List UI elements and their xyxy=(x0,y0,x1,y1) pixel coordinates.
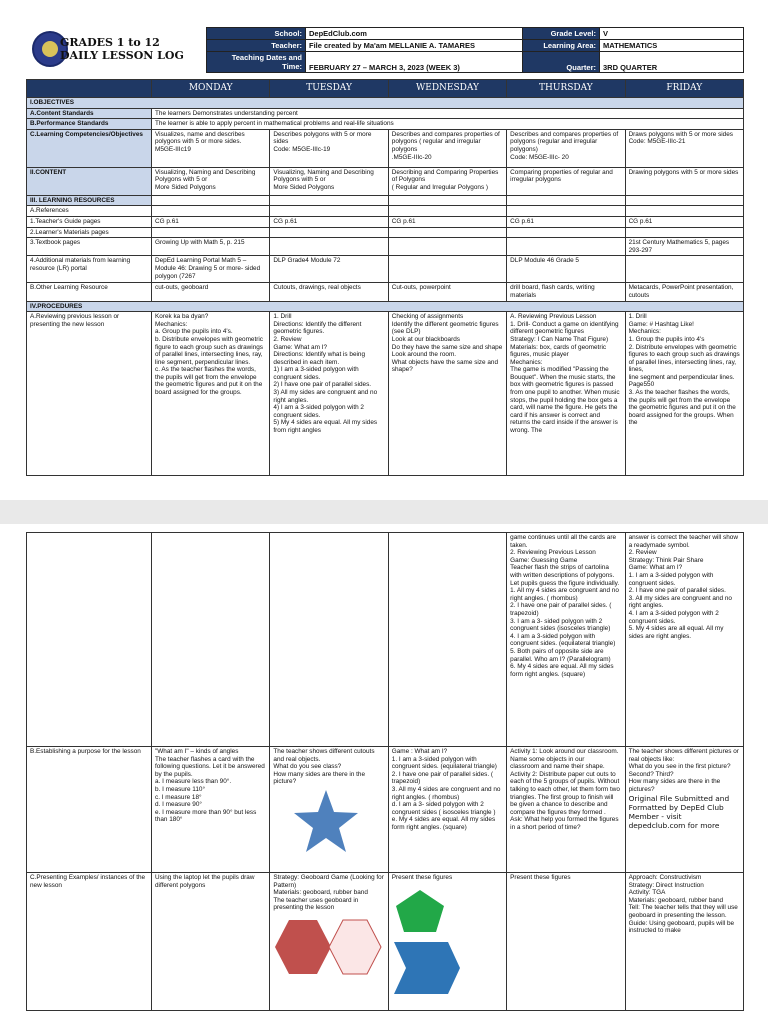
present-tuesday-cell xyxy=(270,873,388,1011)
grade-value: V xyxy=(600,28,744,40)
present-thursday: Present these figures xyxy=(507,873,625,1011)
references-row xyxy=(27,206,744,217)
references-label: A.References xyxy=(27,206,152,217)
objectives-heading: I.OBJECTIVES xyxy=(27,98,744,109)
teachers-guide-row xyxy=(27,216,744,227)
textbook-row xyxy=(27,238,744,256)
quarter-label: Quarter: xyxy=(523,52,600,73)
purpose-friday-cell xyxy=(625,747,743,873)
purpose-thursday: Activity 1: Look around our classroom. Name some objects in our classroom and name their shape. Activity 2: Distribute paper cut outs to each of the 5 groups of pupils. Without talking to each other, let them form two triangles. The first group to finish will be given a chance to describe and compare the figures they formed . Ask: What help you formed the figures in a short period of time? xyxy=(507,747,625,873)
other-friday: Metacards, PowerPoint presentation, cutouts xyxy=(625,283,743,301)
competencies-row xyxy=(27,129,744,167)
logo-line-1: GRADES 1 to 12 xyxy=(60,36,160,49)
textbook-label: 3.Textbook pages xyxy=(27,238,152,256)
dates-label: Teaching Dates and Time: xyxy=(207,52,306,73)
procedures-heading: IV.PROCEDURES xyxy=(27,301,744,312)
pentagon-parallelogram-icon xyxy=(392,884,507,996)
dates-value: FEBRUARY 27 – MARCH 3, 2023 (WEEK 3) xyxy=(306,52,523,73)
day-wednesday: WEDNESDAY xyxy=(388,80,506,98)
objectives-row xyxy=(27,98,744,109)
school-value: DepEdClub.com xyxy=(306,28,523,40)
competency-tuesday: Describes polygons with 5 or more sides Code: M5GE-IIIc-19 xyxy=(270,129,388,167)
area-value: MATHEMATICS xyxy=(600,40,744,52)
page-2 xyxy=(0,524,768,1024)
content-standards-text: The learners Demonstrates understanding percent xyxy=(152,108,744,119)
presenting-row xyxy=(27,873,744,1011)
content-standards-row xyxy=(27,108,744,119)
procedures-row xyxy=(27,301,744,312)
competency-thursday: Describes and compares properties of polygons (regular and irregular polygons) Code: M5GE-IIIc- 20 xyxy=(507,129,625,167)
purpose-label: B.Establishing a purpose for the lesson xyxy=(27,747,152,873)
performance-standards-row xyxy=(27,119,744,130)
parallelogram-shape xyxy=(394,942,460,994)
tg-monday: CG p.61 xyxy=(152,216,270,227)
teachers-guide-label: 1.Teacher's Guide pages xyxy=(27,216,152,227)
add-tuesday: DLP Grade4 Module 72 xyxy=(270,256,388,283)
page-gap xyxy=(0,500,768,524)
review-row xyxy=(27,312,744,476)
other-resource-label: B.Other Learning Resource xyxy=(27,283,152,301)
content-monday: Visualizing, Naming and Describing Polygons with 5 or More Sided Polygons xyxy=(152,167,270,195)
content-row xyxy=(27,167,744,195)
presenting-label: C.Presenting Examples/ instances of the new lesson xyxy=(27,873,152,1011)
school-label: School: xyxy=(207,28,306,40)
other-monday: cut-outs, geoboard xyxy=(152,283,270,301)
day-friday: FRIDAY xyxy=(625,80,743,98)
tb-wednesday xyxy=(388,238,506,256)
cont-thursday: game continues until all the cards are taken. 2. Reviewing Previous Lesson Game: Guessing Game Teacher flash the strips of cartolina with written descriptions of polygons. Let pupils guess the figure individually. 1. All my 4 sides are congruent and no right angles. ( rhombus) 2. I have one pair of parallel sides. ( trapezoid) 3. I am a 3- sided polygon with 2 congruent sides (isosceles triangle) 4. I am a 3-sided polygon with congruent sides. (equilateral triangle) 5. Both pairs of opposite side are parallel. Who am I? (Parallelogram) 6. My 4 sides are equal. All my sides form right angles. (square) xyxy=(507,533,625,747)
review-label: A.Reviewing previous lesson or presenting the new lesson xyxy=(27,312,152,476)
purpose-monday: "What am I" – kinds of angles The teacher flashes a card with the following questions. Let it be answered by the pupils. a. I measure less than 90°. b. I measure 110° c. I measure 18° d. I measure 90° e. I measure more than 90° but less than 180° xyxy=(152,747,270,873)
present-wednesday: Present these figures xyxy=(391,874,453,881)
tg-thursday: CG p.61 xyxy=(507,216,625,227)
watermark-note: Original File Submitted and Formatted by DepEd Club Member - visit depedclub.com for more xyxy=(628,793,730,830)
review-friday: 1. Drill Game: # Hashtag Like! Mechanics: 1. Group the pupils into 4's 2. Distribute envelopes with geometric figures to each group such as drawings of parallel lines, intersecting lines, ray, lines, line segment and perpendicular lines. Page550 3. As the teacher flashes the words, the pupils will get from the envelope the geometric figures and put it on the board assigned for the groups. When the xyxy=(625,312,743,476)
teacher-label: Teacher: xyxy=(207,40,306,52)
additional-materials-row xyxy=(27,256,744,283)
area-label: Learning Area: xyxy=(523,40,600,52)
performance-standards-label: B.Performance Standards xyxy=(27,119,152,130)
other-thursday: drill board, flash cards, writing materials xyxy=(507,283,625,301)
review-monday: Korek ka ba dyan? Mechanics: a. Group the pupils into 4's. b. Distribute envelopes with geometric figure to each group such as drawings of parallel lines, intersecting lines, ray, line segment, perpendicular lines. c. As the teacher flashes the words, the pupils will get from the envelope the geometric figures and put it on the board assigned for the groups. xyxy=(152,312,270,476)
hexagons-icon xyxy=(273,916,388,978)
competency-monday: Visualizes, name and describes polygons with 5 or more sides. M5GE-IIIc19 xyxy=(152,129,270,167)
tg-wednesday: CG p.61 xyxy=(388,216,506,227)
content-thursday: Comparing properties of regular and irregular polygons xyxy=(507,167,625,195)
add-monday: DepEd Learning Portal Math 5 – Module 46: Drawing 5 or more- sided polygon (7267 xyxy=(152,256,270,283)
resources-label: III. LEARNING RESOURCES xyxy=(27,195,152,206)
day-header-row xyxy=(27,80,744,98)
header-info-grid xyxy=(206,27,744,73)
competency-friday: Draws polygons with 5 or more sides Code: M5GE-IIIc-21 xyxy=(625,129,743,167)
corner-cell xyxy=(27,80,152,98)
review-tuesday: 1. Drill Directions: Identify the different geometric figures. 2. Review Game: What am I? Directions: Identify what is being described in each item. 1) I am a 3-sided polygon with congruent sides. 2) I have one pair of parallel sides. 3) All my sides are congruent and no right angles. 4) I am a 3-sided polygon with 2 congruent sides. 5) My 4 sides are equal. All my sides from right angles xyxy=(270,312,388,476)
learners-materials-row xyxy=(27,227,744,238)
star-icon xyxy=(291,788,361,854)
pentagon-shape xyxy=(396,890,444,932)
document-header xyxy=(26,27,744,73)
add-thursday: DLP Module 46 Grade 5 xyxy=(507,256,625,283)
review-thursday: A. Reviewing Previous Lesson 1. Drill- Conduct a game on identifying different geometric figures Strategy: I Can Name That Figure) Materials: box, cards of geometric figures, music player Mechanics: The game is modified "Passing the Bouquet". When the music starts, the box with geometric figures is passed from one pupil to another. When music stops, the pupil holding the box gets a card, will name the figure. He gets the card if his answer is correct and returns the card inside if the answer is wrong. The xyxy=(507,312,625,476)
present-wednesday-cell xyxy=(388,873,506,1011)
quarter-value: 3RD QUARTER xyxy=(600,52,744,73)
cont-tuesday xyxy=(270,533,388,747)
content-standards-label: A.Content Standards xyxy=(27,108,152,119)
purpose-tuesday-cell xyxy=(270,747,388,873)
review-continued-row xyxy=(27,533,744,747)
tb-thursday xyxy=(507,238,625,256)
lesson-log-table xyxy=(26,79,744,476)
present-monday: Using the laptop let the pupils draw different polygons xyxy=(152,873,270,1011)
present-friday: Approach: Constructivism Strategy: Direct Instruction Activity: TGA Materials: geoboard, rubber band Tell: The teacher tells that they will use geoboard in presenting the lesson. Guide: Using geoboard, pupils will be instructed to make xyxy=(625,873,743,1011)
cont-wednesday xyxy=(388,533,506,747)
grade-label: Grade Level: xyxy=(523,28,600,40)
day-thursday: THURSDAY xyxy=(507,80,625,98)
content-wednesday: Describing and Comparing Properties of Polygons ( Regular and Irregular Polygons ) xyxy=(388,167,506,195)
present-tuesday: Strategy: Geoboard Game (Looking for Pattern) Materials: geoboard, rubber band The teacher uses geoboard in presenting the lesson xyxy=(273,874,384,912)
resources-row xyxy=(27,195,744,206)
tb-friday: 21st Century Mathematics 5, pages 293-297 xyxy=(625,238,743,256)
other-resource-row xyxy=(27,283,744,301)
purpose-row xyxy=(27,747,744,873)
competency-wednesday: Describes and compares properties of polygons ( regular and irregular polygons .M5GE-IIIc-20 xyxy=(388,129,506,167)
purpose-friday: The teacher shows different pictures or real objects like: What do you see in the first picture? Second? Third? How many sides are there in the pictures? xyxy=(628,748,739,793)
review-wednesday: Checking of assignments Identify the different geometric figures (see DLP) Look at our blackboards Do they have the same size and shape Look around the room. What objects have the same size and shape? xyxy=(388,312,506,476)
teacher-value: File created by Ma'am MELLANIE A. TAMARES xyxy=(306,40,523,52)
add-wednesday xyxy=(388,256,506,283)
logo-text xyxy=(60,36,184,62)
purpose-wednesday: Game : What am I? 1. I am a 3-sided polygon with congruent sides. (equilateral triangle) 2. I have one pair of parallel sides. ( trapezoid) 3. All my 4 sides are congruent and no right angles. ( rhombus) d. I am a 3- sided polygon with 2 congruent sides ( isosceles triangle ) e. My 4 sides are equal. All my sides form right angles. (square) xyxy=(388,747,506,873)
competencies-label: C.Learning Competencies/Objectives xyxy=(27,129,152,167)
tb-monday: Growing Up with Math 5, p. 215 xyxy=(152,238,270,256)
hexagon-outline xyxy=(329,920,381,974)
cont-monday xyxy=(152,533,270,747)
day-tuesday: TUESDAY xyxy=(270,80,388,98)
other-tuesday: Cutouts, drawings, real objects xyxy=(270,283,388,301)
hexagon-filled xyxy=(275,920,331,974)
star-shape xyxy=(294,790,358,852)
content-tuesday: Visualizing, Naming and Describing Polygons with 5 or More Sided Polygons xyxy=(270,167,388,195)
learners-materials-label: 2.Learner's Materials pages xyxy=(27,227,152,238)
day-monday: MONDAY xyxy=(152,80,270,98)
purpose-tuesday: The teacher shows different cutouts and real objects. What do you see class? How many sides are there in the picture? xyxy=(273,748,375,786)
content-label: II.CONTENT xyxy=(27,167,152,195)
tg-friday: CG p.61 xyxy=(625,216,743,227)
additional-materials-label: 4.Additional materials from learning resource (LR) portal xyxy=(27,256,152,283)
tb-tuesday xyxy=(270,238,388,256)
page-1 xyxy=(0,0,768,500)
other-wednesday: Cut-outs, powerpoint xyxy=(388,283,506,301)
content-friday: Drawing polygons with 5 or more sides xyxy=(625,167,743,195)
tg-tuesday: CG p.61 xyxy=(270,216,388,227)
add-friday xyxy=(625,256,743,283)
cont-friday: answer is correct the teacher will show a readymade symbol. 2. Review Strategy: Think Pair Share Game: What am I? 1. I am a 3-sided polygon with congruent sides. 2. I have one pair of parallel sides. 3. All my sides are congruent and no right angles. 4. I am a 3-sided polygon with 2 congruent sides. 5. My 4 sides are all equal. All my sides are right angles. xyxy=(625,533,743,747)
performance-standards-text: The learner is able to apply percent in mathematical problems and real-life situations xyxy=(152,119,744,130)
logo-line-2: DAILY LESSON LOG xyxy=(60,49,184,62)
lesson-log-table-continued xyxy=(26,532,744,1011)
